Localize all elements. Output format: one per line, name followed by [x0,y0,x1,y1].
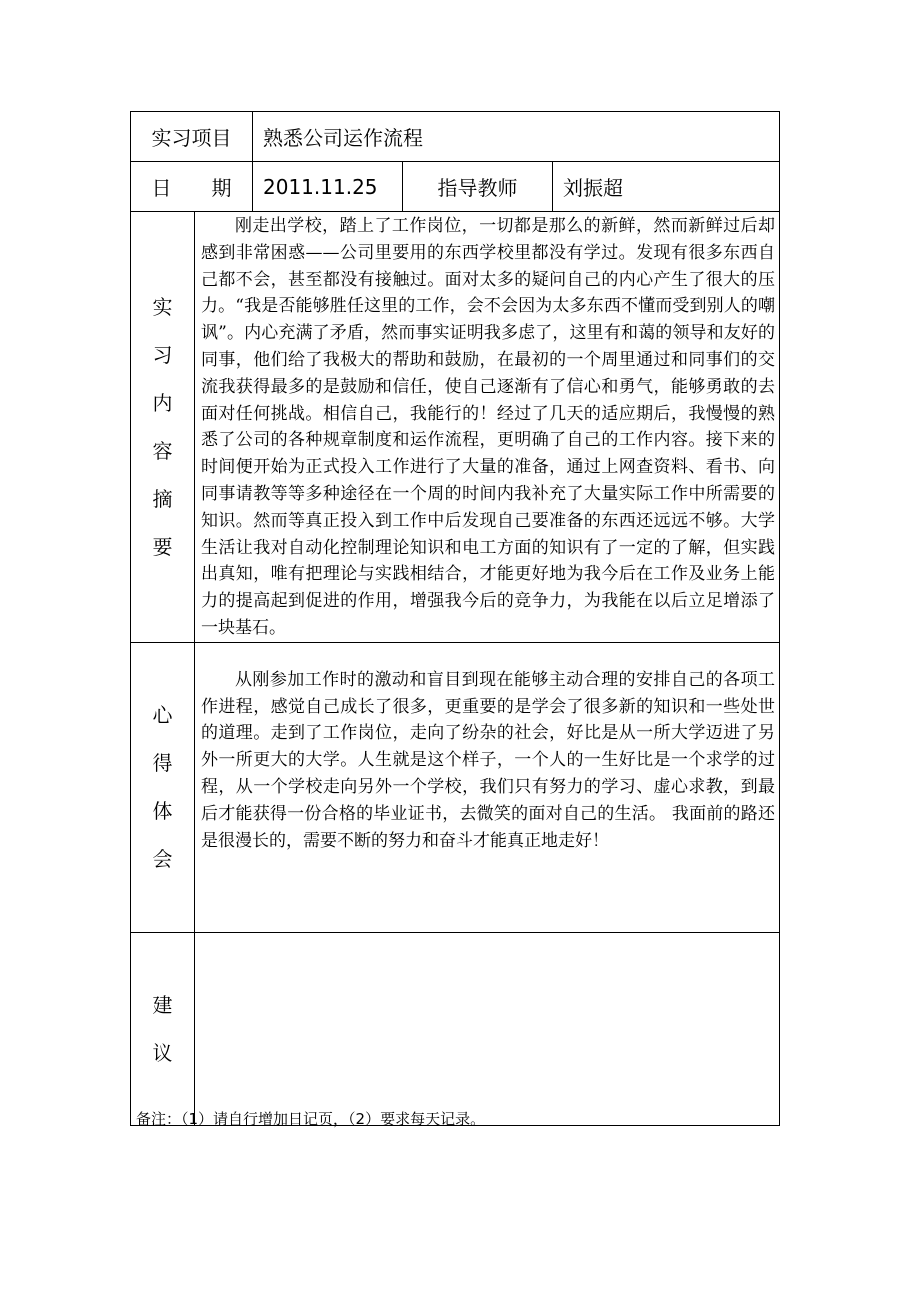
summary-label-char: 内 [152,390,173,415]
date-label: 日 期 [131,162,253,212]
suggestion-label [131,932,195,1125]
summary-label-char: 实 [152,294,173,319]
summary-label-char: 习 [152,342,173,367]
reflection-content [195,642,780,932]
summary-text: 刚走出学校，踏上了工作岗位，一切都是那么的新鲜，然而新鲜过后却感到非常困惑——公司里要用的东西学校里都没有学过。发现有很多东西自己都不会，甚至都没有接触过。面对太多的疑问自己的内心产生了很大的压力。“我是否能够胜任这里的工作，会不会因为太多东西不懂而受到别人的嘲讽”。内心充满了矛盾，然而事实证明我多虑了，这里有和蔼的领导和友好的同事，他们给了我极大的帮助和鼓励，在最初的一个周里通过和同事们的交流我获得最多的是鼓励和信任，使自己逐渐有了信心和勇气，能够勇敢的去面对任何挑战。相信自己，我能行的！经过了几天的适应期后，我慢慢的熟悉了公司的各种规章制度和运作流程，更明确了自己的工作内容。接下来的时间便开始为正式投入工作进行了大量的准备，通过上网查资料、看书、向同事请教等等多种途径在一个周的时间内我补充了大量实际工作中所需要的知识。然而等真正投入到工作中后发现自己要准备的东西还远远不够。大学生活让我对自动化控制理论知识和电工方面的知识有了一定的了解，但实践出真知，唯有把理论与实践相结合，才能更好地为我今后在工作及业务上能力的提高起到促进的作用，增强我今后的竞争力，为我能在以后立足增添了一块基石。 [201,216,775,638]
internship-form [130,111,779,1126]
suggestion-content [195,932,780,1125]
suggestion-label-char: 议 [152,1040,173,1065]
form-table [130,111,780,1126]
reflection-label-char: 体 [152,799,173,824]
suggestion-row [131,932,780,1125]
date-row [131,162,780,212]
reflection-label-char: 心 [152,703,173,728]
teacher-value: 刘振超 [553,162,780,212]
summary-label-char: 摘 [152,486,173,511]
reflection-label-char: 会 [152,847,173,872]
summary-label [131,212,195,643]
suggestion-label-char: 建 [152,992,173,1017]
summary-row [131,212,780,643]
reflection-label-char: 得 [152,751,173,776]
reflection-label [131,642,195,932]
project-row [131,112,780,162]
project-value: 熟悉公司运作流程 [253,112,780,162]
summary-label-char: 容 [152,438,173,463]
summary-label-char: 要 [152,534,173,559]
date-value: 2011.11.25 [253,162,403,212]
reflection-text: 从刚参加工作时的激动和盲目到现在能够主动合理的安排自己的各项工作进程，感觉自己成长了很多，更重要的是学会了很多新的知识和一些处世的道理。走到了工作岗位，走向了纷杂的社会，好比是从一所大学迈进了另外一所更大的大学。人生就是这个样子，一个人的一生好比是一个求学的过程，从一个学校走向另外一个学校，我们只有努力的学习、虚心求教，到最后才能获得一份合格的毕业证书，去微笑的面对自己的生活。 我面前的路还是很漫长的，需要不断的努力和奋斗才能真正地走好！ [201,669,775,851]
teacher-label: 指导教师 [403,162,553,212]
project-label: 实习项目 [131,112,253,162]
summary-content [195,212,780,643]
reflection-row [131,642,780,932]
footnote: 备注：（1）请自行增加日记页，（2）要求每天记录。 [136,1110,486,1128]
